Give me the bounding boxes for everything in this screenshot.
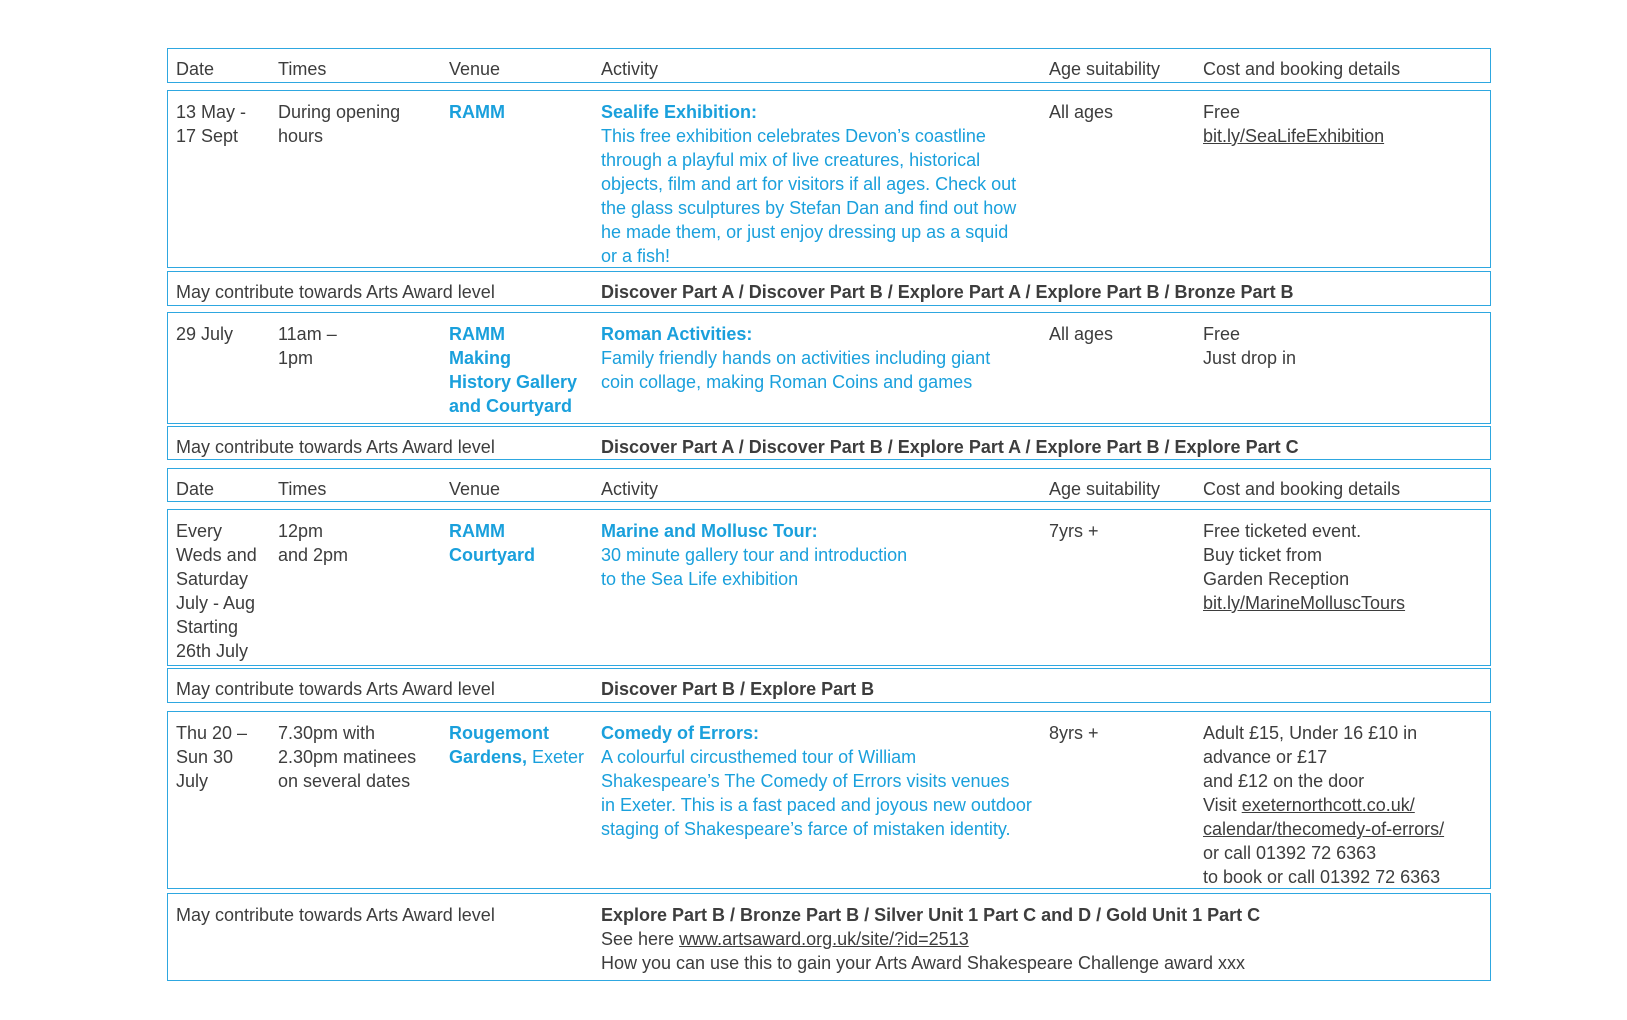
award-row-marine	[167, 668, 1491, 703]
activity-title: Roman Activities:	[601, 324, 753, 344]
booking-link-continued[interactable]: calendar/thecomedy-of-errors/	[1203, 819, 1445, 839]
header-age: Age suitability	[1049, 479, 1161, 499]
event-age: 8yrs +	[1049, 723, 1099, 743]
award-row-comedy	[167, 893, 1491, 981]
event-row-roman	[167, 312, 1491, 424]
event-venue: RAMM Making History Gallery and Courtyard	[449, 324, 578, 416]
event-venue: Rougemont Gardens, Exeter	[449, 723, 585, 767]
header-date: Date	[176, 479, 215, 499]
arts-award-link[interactable]: www.artsaward.org.uk/site/?id=2513	[679, 929, 969, 949]
event-row-comedy	[167, 711, 1491, 889]
award-label: May contribute towards Arts Award level	[176, 282, 495, 302]
award-label: May contribute towards Arts Award level	[176, 679, 495, 699]
booking-link[interactable]: bit.ly/MarineMolluscTours	[1203, 593, 1406, 613]
event-venue: RAMM Courtyard	[449, 521, 536, 565]
award-label: May contribute towards Arts Award level	[176, 437, 495, 457]
header-times: Times	[278, 479, 327, 499]
event-cost: Free bit.ly/SeaLifeExhibition	[1203, 100, 1488, 148]
booking-link[interactable]: exeternorthcott.co.uk/	[1241, 795, 1415, 815]
award-parts: Explore Part B / Bronze Part B / Silver Unit 1 Part C and D / Gold Unit 1 Part C	[601, 905, 1261, 925]
header-age: Age suitability	[1049, 59, 1161, 79]
event-date: 13 May - 17 Sept	[176, 102, 247, 146]
table-header-2	[167, 468, 1491, 502]
event-times: 7.30pm with 2.30pm matinees on several dates	[278, 723, 417, 791]
event-date: Thu 20 – Sun 30 July	[176, 723, 248, 791]
event-date: Every Weds and Saturday July - Aug Starting 26th July	[176, 521, 257, 661]
header-venue: Venue	[449, 59, 501, 79]
table-header-1	[167, 48, 1491, 83]
event-activity: Roman Activities: Family friendly hands on activities including giant coin collage, making Roman Coins and games	[601, 322, 1046, 394]
header-cost: Cost and booking details	[1203, 59, 1401, 79]
award-parts: Discover Part A / Discover Part B / Explore Part A / Explore Part B / Explore Part C	[601, 437, 1299, 457]
award-parts-block: Explore Part B / Bronze Part B / Silver Unit 1 Part C and D / Gold Unit 1 Part C See here www.artsaward.org.uk/site/?id=2513 How you can use this to gain your Arts Award Shakespeare Challenge award xxx	[601, 903, 1481, 975]
event-times: During opening hours	[278, 102, 401, 146]
activity-title: Sealife Exhibition:	[601, 102, 758, 122]
award-parts: Discover Part A / Discover Part B / Explore Part A / Explore Part B / Bronze Part B	[601, 282, 1294, 302]
activity-title: Comedy of Errors:	[601, 723, 760, 743]
event-venue: RAMM	[449, 102, 505, 122]
header-venue: Venue	[449, 479, 501, 499]
header-activity: Activity	[601, 59, 659, 79]
header-activity: Activity	[601, 479, 659, 499]
event-age: All ages	[1049, 324, 1114, 344]
award-row-roman	[167, 426, 1491, 460]
award-row-sealife	[167, 271, 1491, 306]
header-times: Times	[278, 59, 327, 79]
award-label: May contribute towards Arts Award level	[176, 905, 495, 925]
event-cost: Free Just drop in	[1203, 324, 1297, 368]
event-date: 29 July	[176, 324, 234, 344]
event-row-marine	[167, 509, 1491, 666]
event-activity: Marine and Mollusc Tour: 30 minute gallery tour and introduction to the Sea Life exhibition	[601, 519, 1046, 591]
event-activity: Comedy of Errors: A colourful circusthemed tour of William Shakespeare’s The Comedy of Errors visits venues in Exeter. This is a fast paced and joyous new outdoor staging of Shakespeare’s farce of mistaken identity.	[601, 721, 1046, 841]
event-cost: Free ticketed event. Buy ticket from Garden Reception bit.ly/MarineMolluscTours	[1203, 519, 1488, 615]
event-row-sealife	[167, 90, 1491, 268]
header-cost: Cost and booking details	[1203, 479, 1401, 499]
award-parts: Discover Part B / Explore Part B	[601, 679, 875, 699]
event-times: 11am – 1pm	[278, 324, 337, 368]
event-age: All ages	[1049, 102, 1114, 122]
activity-title: Marine and Mollusc Tour:	[601, 521, 818, 541]
shakespeare-note: How you can use this to gain your Arts Award Shakespeare Challenge award xxx	[601, 953, 1246, 973]
event-activity: Sealife Exhibition: This free exhibition celebrates Devon’s coastline through a playful mix of live creatures, historical objects, film and art for visitors if all ages. Check out the glass sculptures by Stefan Dan and find out how he made them, or just enjoy dressing up as a squid or a fish!	[601, 100, 1046, 268]
booking-link[interactable]: bit.ly/SeaLifeExhibition	[1203, 126, 1385, 146]
event-age: 7yrs +	[1049, 521, 1099, 541]
event-cost: Adult £15, Under 16 £10 in advance or £17 and £12 on the door Visit exeternorthcott.co.uk/ calendar/thecomedy-of-errors/ or call 01392 72 6363 to book or call 01392 72 6363	[1203, 721, 1488, 889]
header-date: Date	[176, 59, 215, 79]
event-times: 12pm and 2pm	[278, 521, 349, 565]
